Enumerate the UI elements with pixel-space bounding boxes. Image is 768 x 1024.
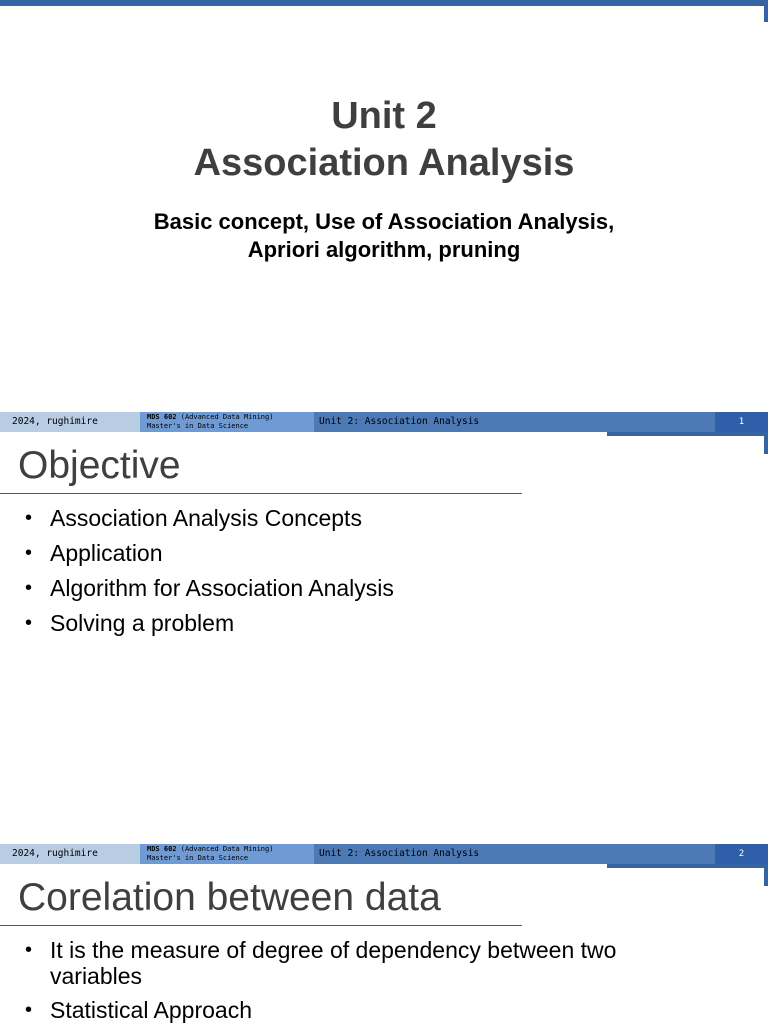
slide-subtitle-line2: Apriori algorithm, pruning: [247, 237, 521, 262]
list-item: • Application: [0, 540, 700, 566]
list-item: • Solving a problem: [0, 610, 700, 636]
footer-course: [140, 412, 314, 432]
slide-1: [0, 0, 768, 432]
slide-top-accent-tick: [764, 864, 768, 886]
slide-top-accent-tick: [764, 432, 768, 454]
footer-program: Master's in Data Science: [147, 422, 249, 430]
list-item: • Association Analysis Concepts: [0, 505, 700, 531]
slide-2: [0, 432, 768, 864]
slide-top-accent-bar: [607, 864, 768, 868]
heading-underline: [0, 925, 522, 926]
footer-course-name: (Advanced Data Mining): [180, 413, 274, 421]
bullet-list: [0, 937, 680, 1023]
slide-3: [0, 864, 768, 1024]
footer-program: Master's in Data Science: [147, 854, 249, 862]
footer-unit: Unit 2: Association Analysis: [314, 412, 715, 432]
footer-page-number: 1: [715, 412, 768, 432]
bullet-list: [0, 505, 700, 636]
slide-heading: Corelation between data: [18, 876, 441, 919]
slide-top-accent-tick: [764, 0, 768, 22]
footer-author: 2024, rughimire: [0, 844, 140, 864]
slide-title-line2: Association Analysis: [193, 142, 575, 184]
slide-heading: Objective: [18, 444, 181, 487]
heading-underline: [0, 493, 522, 494]
list-item: • Statistical Approach: [0, 997, 680, 1023]
slide-top-accent-bar: [607, 432, 768, 436]
footer-page-number: 2: [715, 844, 768, 864]
slide-subtitle-line1: Basic concept, Use of Association Analysis,: [153, 209, 615, 234]
footer-course: [140, 844, 314, 864]
list-item: • Algorithm for Association Analysis: [0, 575, 700, 601]
footer-course-name: (Advanced Data Mining): [180, 845, 274, 853]
footer-unit: Unit 2: Association Analysis: [314, 844, 715, 864]
footer-course-code: MDS 602: [147, 413, 177, 421]
slide-title-line1: Unit 2: [331, 95, 437, 137]
slide-footer: [0, 412, 768, 432]
footer-author: 2024, rughimire: [0, 412, 140, 432]
list-item: • It is the measure of degree of dependency between two variables: [0, 937, 680, 989]
slide-top-accent-bar: [0, 0, 768, 6]
footer-course-code: MDS 602: [147, 845, 177, 853]
slide-footer: [0, 844, 768, 864]
